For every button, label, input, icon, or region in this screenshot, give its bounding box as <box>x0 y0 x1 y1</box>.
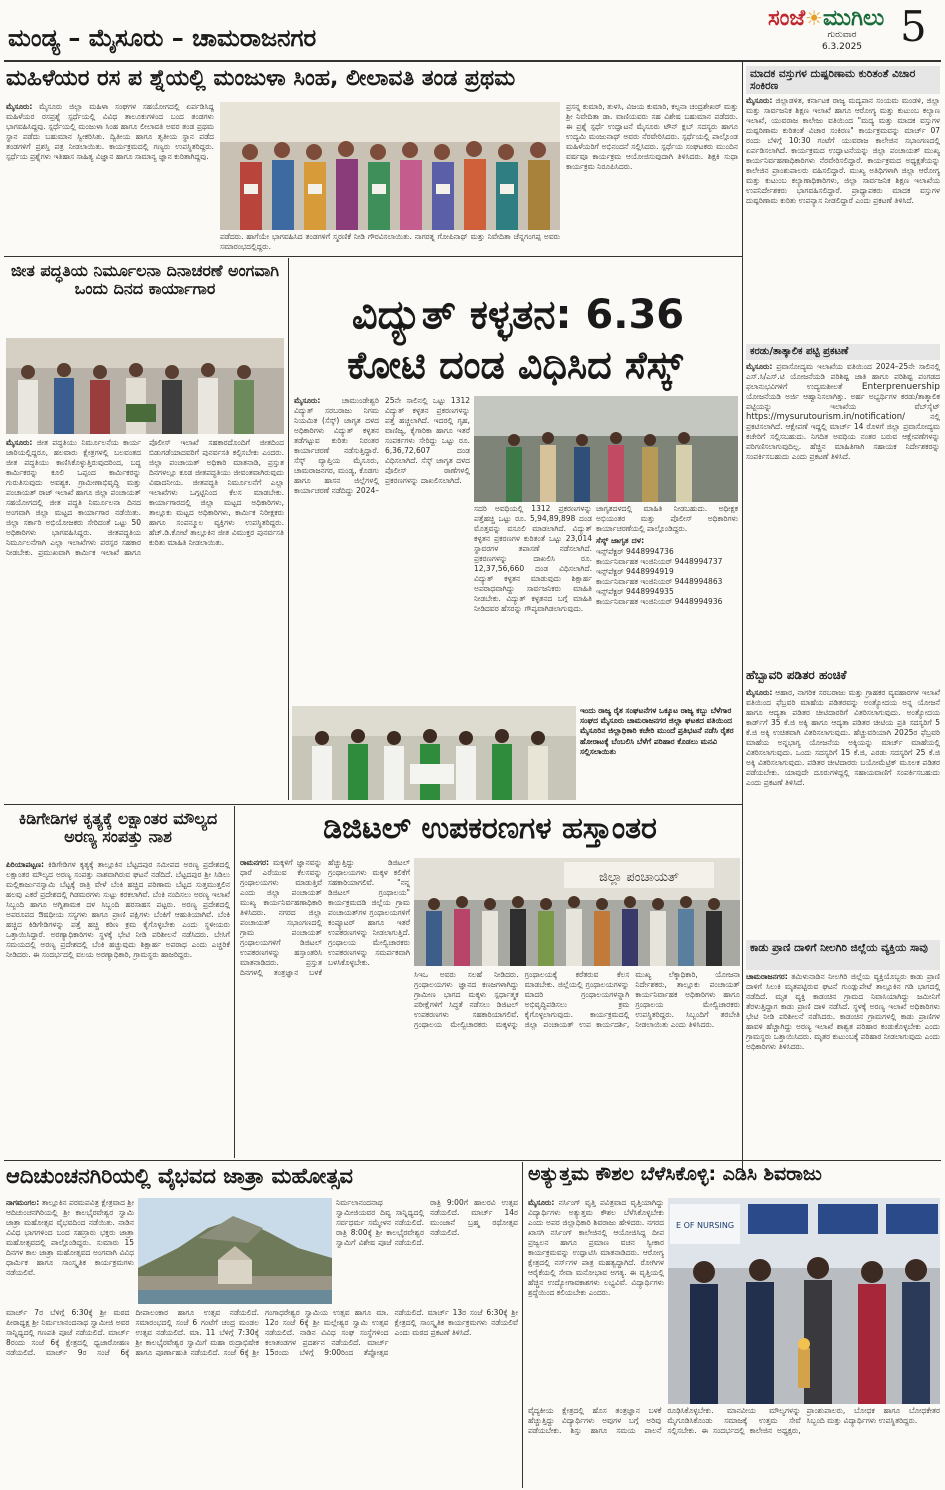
women-contest-headline: ಮಹಿಳೆಯರ ರಸ ಪ ಶ್ನೆಯಲ್ಲಿ ಮಂಜುಳಾ ಸಿಂಹ, ಲೀಲಾವತಿ ತಂಡ ಪ್ರಥಮ <box>6 66 516 91</box>
wild-animal-header <box>746 940 940 970</box>
karadu-url: https://mysurutourism.in/notification/ <box>746 412 905 422</box>
phone-3: 9448994919 <box>626 567 674 576</box>
women-contest-dateline: ಮೈಸೂರು: <box>6 102 33 111</box>
skills-headline: ಅತ್ಯುತ್ತಮ ಕೌಶಲ ಬೆಳೆಸಿಕೊಳ್ಳಿ: ಎಡಿಸಿ ಶಿವರಾಜು <box>528 1164 822 1185</box>
karadu-body: ಮೈಸೂರು: ಪ್ರವಾಸೋದ್ಯಮ ಇಲಾಖೆಯ ವತಿಯಿಂದ 2024–25ನೇ ಸಾಲಿನಲ್ಲಿ ಎಸ್.ಸಿ/ಎಸ್.ಟಿ ಯೋಜನೆಯಡಿ ಪರಿಶಿಷ್ಟ ಜಾತಿ ಹಾಗೂ ಪರಿಶಿಷ್ಟ ಪಂಗಡದ ಫಲಾನುಭವಿಗಳಿಗೆ ಉದ್ಯಮಶೀಲತೆ Enterprenuership ಯೋಜನೆಯಡಿ ಅರ್ಜಿ ಆಹ್ವಾನಿಸಲಾಗಿತ್ತು. ಅರ್ಹ ಅಭ್ಯರ್ಥಿಗಳ ಕರಡು/ತಾತ್ಕಾಲಿಕ ಪಟ್ಟಿಯನ್ನು ಇಲಾಖೆಯ ವೆಬ್‌ಸೈಟ್ https://mysurutourism.in/notification/ ನಲ್ಲಿ ಪ್ರಕಟಿಸಲಾಗಿದೆ. ಆಕ್ಷೇಪಣೆ ಇದ್ದಲ್ಲಿ ಮಾರ್ಚ್ 14 ರೊಳಗೆ ಜಿಲ್ಲಾ ಪ್ರವಾಸೋದ್ಯಮ ಕಚೇರಿಗೆ ಸಲ್ಲಿಸಬಹುದು. ನಿಗದಿತ ಅವಧಿಯ ನಂತರ ಬರುವ ಆಕ್ಷೇಪಣೆಗಳನ್ನು ಪರಿಗಣಿಸಲಾಗುವುದಿಲ್ಲ. ಹೆಚ್ಚಿನ ಮಾಹಿತಿಗಾಗಿ ಸಹಾಯಕ ನಿರ್ದೇಶಕರನ್ನು ಸಂಪರ್ಕಿಸಬಹುದು ಎಂದು ಪ್ರಕಟಣೆ ತಿಳಿಸಿದೆ. <box>746 362 940 461</box>
library-event-photo-graphic <box>414 858 740 966</box>
phone-4: 9448994863 <box>674 577 723 586</box>
brand-right: ಮುಗಿಲು <box>823 6 885 31</box>
forest-fire-body: ಪಿರಿಯಾಪಟ್ಟಣ: ಕಿಡಿಗೇಡಿಗಳ ಕೃತ್ಯಕ್ಕೆ ತಾಲ್ಲೂಕಿನ ಬೆಟ್ಟದಪುರ ಸಮೀಪದ ಅರಣ್ಯ ಪ್ರದೇಶದಲ್ಲಿ ಲಕ್ಷಾಂತರ ಮೌಲ್ಯದ ಅರಣ್ಯ ಸಂಪತ್ತು ನಾಶವಾಗಿರುವ ಘಟನೆ ನಡೆದಿದೆ. ಬೆಟ್ಟದಪುರ ಶ್ರೀ ಸಿಡಿಲು ಮಲ್ಲಿಕಾರ್ಜುನಸ್ವಾಮಿ ಬೆಟ್ಟಕ್ಕೆ ರಾತ್ರಿ ವೇಳೆ ಬೆಂಕಿ ಹಚ್ಚಿದ ಪರಿಣಾಮ ಬೆಟ್ಟದ ಸುತ್ತಮುತ್ತಲಿನ ಹಲವು ಎಕರೆ ಪ್ರದೇಶದಲ್ಲಿ ಗಿಡಮರಗಳು ಸುಟ್ಟು ಕರಕಲಾಗಿವೆ. ಬೆಂಕಿ ನಂದಿಸಲು ಅರಣ್ಯ ಇಲಾಖೆ ಸಿಬ್ಬಂದಿ ಹಾಗೂ ಅಗ್ನಿಶಾಮಕ ದಳ ಸಿಬ್ಬಂದಿ ಹರಸಾಹಸ ಪಟ್ಟರು. ಅರಣ್ಯ ಪ್ರದೇಶದಲ್ಲಿ ಅಪರೂಪದ ಔಷಧೀಯ ಸಸ್ಯಗಳು ಹಾಗೂ ಪ್ರಾಣಿ ಪಕ್ಷಿಗಳು ಬೆಂಕಿಗೆ ಆಹುತಿಯಾಗಿವೆ. ಬೆಂಕಿ ಹಚ್ಚಿದ ಕಿಡಿಗೇಡಿಗಳನ್ನು ಪತ್ತೆ ಹಚ್ಚಿ ಕಠಿಣ ಕ್ರಮ ಕೈಗೊಳ್ಳಬೇಕು ಎಂದು ಸ್ಥಳೀಯರು ಒತ್ತಾಯಿಸಿದ್ದಾರೆ. ಅರಣ್ಯಾಧಿಕಾರಿಗಳು ಸ್ಥಳಕ್ಕೆ ಭೇಟಿ ನೀಡಿ ಪರಿಶೀಲನೆ ನಡೆಸಿದರು. ಬೇಸಿಗೆ ಸಮಯದಲ್ಲಿ ಅರಣ್ಯ ಪ್ರದೇಶದಲ್ಲಿ ಬೆಂಕಿ ಹಚ್ಚುವುದು ಶಿಕ್ಷಾರ್ಹ ಅಪರಾಧ ಎಂದು ಎಚ್ಚರಿಕೆ ನೀಡಿದರು. ಈ ಸಂದರ್ಭದಲ್ಲಿ ವಲಯ ಅರಣ್ಯಾಧಿಕಾರಿ, ಗ್ರಾಮಸ್ಥರು ಹಾಜರಿದ್ದರು. <box>6 860 230 959</box>
masthead <box>0 0 945 62</box>
power-theft-contacts-title: ಸೆಸ್ಕ್ ಜಾಗೃತ ದಳ: <box>596 536 645 545</box>
page-number: 5 <box>900 2 927 51</box>
adichunchanagiri-headline: ಆದಿಚುಂಚನಗಿರಿಯಲ್ಲಿ ವೈಭವದ ಜಾತ್ರಾ ಮಹೋತ್ಸವ <box>6 1164 353 1188</box>
adichunchanagiri-dateline: ನಾಗಮಂಗಲ: <box>6 1198 40 1207</box>
women-contest-photo <box>220 102 560 230</box>
skills-body-1: ಮೈಸೂರು: ನರ್ಸಿಂಗ್ ವೃತ್ತಿ ಪವಿತ್ರವಾದ ವೃತ್ತಿಯಾಗಿದ್ದು ವಿದ್ಯಾರ್ಥಿಗಳು ಅತ್ಯುತ್ತಮ ಕೌಶಲ ಬೆಳೆಸಿಕೊಳ್ಳಬೇಕು ಎಂದು ಅಪರ ಜಿಲ್ಲಾಧಿಕಾರಿ ಶಿವರಾಜು ಹೇಳಿದರು. ನಗರದ ಖಾಸಗಿ ನರ್ಸಿಂಗ್ ಕಾಲೇಜಿನಲ್ಲಿ ಆಯೋಜಿಸಿದ್ದ ದೀಪ ಪ್ರಜ್ವಲನ ಹಾಗೂ ಪ್ರಮಾಣ ವಚನ ಸ್ವೀಕಾರ ಕಾರ್ಯಕ್ರಮವನ್ನು ಉದ್ಘಾಟಿಸಿ ಮಾತನಾಡಿದರು. ಆರೋಗ್ಯ ಕ್ಷೇತ್ರದಲ್ಲಿ ನರ್ಸ್‌ಗಳ ಪಾತ್ರ ಮಹತ್ವದ್ದಾಗಿದೆ. ರೋಗಿಗಳ ಆರೈಕೆಯಲ್ಲಿ ಸೇವಾ ಮನೋಭಾವ ಅಗತ್ಯ. ಈ ವೃತ್ತಿಯಲ್ಲಿ ಹೆಚ್ಚಿನ ಉದ್ಯೋಗಾವಕಾಶಗಳು ಲಭ್ಯವಿವೆ. ವಿದ್ಯಾರ್ಥಿಗಳು ಶ್ರದ್ಧೆಯಿಂದ ಕಲಿಯಬೇಕು ಎಂದರು. <box>528 1198 664 1297</box>
drug-awareness-headline: ಮಾದಕ ವಸ್ತುಗಳ ದುಷ್ಪರಿಣಾಮ ಕುರಿತಂತೆ ವಿಚಾರ ಸಂಕಿರಣ <box>750 68 916 93</box>
phone-5: 9448994935 <box>626 587 674 596</box>
bonded-labour-body: ಮೈಸೂರು: ಜೀತ ಪದ್ಧತಿಯು ನಿರ್ಮೂಲನೆಯ ಕಾರ್ಯ ಜಾರಿಯಲ್ಲಿದ್ದರೂ, ಹಲವಾರು ಕ್ಷೇತ್ರಗಳಲ್ಲಿ ಬಲವಂತದ ಜೀತ ಪದ್ಧತಿಯು ಕಾಣಿಸಿಕೊಳ್ಳುತ್ತಿರುವುದರಿಂದ, ಬದ್ಧ ಕಾರ್ಮಿಕರನ್ನು ಕೂಲಿ ಒಪ್ಪಂದ ಕಾರ್ಮಿಕರನ್ನು ಗುರುತಿಸುವುದು ಅವಶ್ಯಕ. ಗ್ರಾಮೀಣಾಭಿವೃದ್ಧಿ ಮತ್ತು ಪಂಚಾಯತ್ ರಾಜ್ ಇಲಾಖೆ ಹಾಗೂ ಜಿಲ್ಲಾ ಪಂಚಾಯತ್ ಸಹಯೋಗದಲ್ಲಿ ಜೀತ ಪದ್ಧತಿ ನಿರ್ಮೂಲನಾ ದಿನದ ಅಂಗವಾಗಿ ಜಿಲ್ಲಾ ಮಟ್ಟದ ಕಾರ್ಯಾಗಾರ ನಡೆಯಿತು. ಜಿಲ್ಲಾ ಸರ್ಕಾರಿ ಅಭಿಯೋಜಕರು ಸೇರಿದಂತೆ ಒಟ್ಟು 50 ಅಧಿಕಾರಿಗಳು ಭಾಗವಹಿಸಿದ್ದರು. ಜೀತಪದ್ಧತಿಯ ನಿರ್ಮೂಲನೆಗಾಗಿ ಎಲ್ಲಾ ಇಲಾಖೆಗಳು ಪರಸ್ಪರ ಸಹಕಾರ ನೀಡಬೇಕು. ಪ್ರಮುಖವಾಗಿ ಕಾರ್ಮಿಕ ಇಲಾಖೆ ಹಾಗೂ ಪೊಲೀಸ್ ಇಲಾಖೆ ಸಹಕಾರದೊಂದಿಗೆ ಜೀತದಿಂದ ಬಿಡುಗಡೆಯಾದವರಿಗೆ ಪುನರ್ವಸತಿ ಕಲ್ಪಿಸಬೇಕು ಎಂದರು. ಜಿಲ್ಲಾ ಪಂಚಾಯತ್ ಅಧಿಕಾರಿ ಮಾತನಾಡಿ, ಪ್ರಸ್ತುತ ದಿನಗಳಲ್ಲೂ ಕೂಡ ಜೀತಪದ್ಧತಿಯು ಜೀವಂತವಾಗಿರುವುದು ವಿಷಾದನೀಯ. ಜೀತಪದ್ಧತಿ ನಿರ್ಮೂಲನೆಗೆ ಎಲ್ಲಾ ಇಲಾಖೆಗಳು ಒಗ್ಗಟ್ಟಿನಿಂದ ಕೆಲಸ ಮಾಡಬೇಕು. ಕಾರ್ಯಾಗಾರದಲ್ಲಿ ಜಿಲ್ಲಾ ಮಟ್ಟದ ಅಧಿಕಾರಿಗಳು, ತಾಲ್ಲೂಕು ಮಟ್ಟದ ಅಧಿಕಾರಿಗಳು, ಕಾರ್ಮಿಕ ನಿರೀಕ್ಷಕರು ಹಾಗೂ ಸಂಪನ್ಮೂಲ ವ್ಯಕ್ತಿಗಳು ಉಪಸ್ಥಿತರಿದ್ದರು. ಹೆಚ್.ಡಿ.ಕೋಟೆ ತಾಲ್ಲೂಕಿನ ಜೀತ ವಿಮುಕ್ತರ ಪುನರ್ವಸತಿ ಕುರಿತು ಮಾಹಿತಿ ನೀಡಲಾಯಿತು. <box>6 438 284 557</box>
phone-6: 9448994936 <box>674 597 723 606</box>
phone-1: 9448994736 <box>626 547 674 556</box>
power-theft-photo <box>474 396 738 502</box>
sun-icon: ☀ <box>805 6 824 30</box>
bird-count-headline: ಹೆಬ್ಬಾವರಿ ಪಡಿತರ ಹಂಚಿಕೆ <box>746 668 847 682</box>
digital-devices-headline: ಡಿಜಿಟಲ್ ಉಪಕರಣಗಳ ಹಸ್ತಾಂತರ <box>323 811 657 846</box>
wild-animal-body: ಚಾಮರಾಜನಗರ: ತಮಿಳುನಾಡಿನ ನೀಲಗಿರಿ ಜಿಲ್ಲೆಯ ವ್ಯಕ್ತಿಯೊಬ್ಬರು ಕಾಡು ಪ್ರಾಣಿ ದಾಳಿಗೆ ಸಿಲುಕಿ ಮೃತಪಟ್ಟಿರುವ ಘಟನೆ ಗುಂಡ್ಲುಪೇಟೆ ತಾಲ್ಲೂಕಿನ ಗಡಿ ಭಾಗದಲ್ಲಿ ನಡೆದಿದೆ. ಮೃತ ವ್ಯಕ್ತಿ ಕಾಡಂಚಿನ ಗ್ರಾಮದ ನಿವಾಸಿಯಾಗಿದ್ದು ಜಮೀನಿಗೆ ತೆರಳುತ್ತಿದ್ದಾಗ ಕಾಡು ಪ್ರಾಣಿ ದಾಳಿ ನಡೆಸಿದೆ. ಸ್ಥಳಕ್ಕೆ ಅರಣ್ಯ ಇಲಾಖೆ ಅಧಿಕಾರಿಗಳು ಭೇಟಿ ನೀಡಿ ಪರಿಶೀಲನೆ ನಡೆಸಿದರು. ಕಾಡಂಚಿನ ಗ್ರಾಮಗಳಲ್ಲಿ ಕಾಡು ಪ್ರಾಣಿಗಳ ಹಾವಳಿ ಹೆಚ್ಚಾಗಿದ್ದು ಅರಣ್ಯ ಇಲಾಖೆ ಶಾಶ್ವತ ಪರಿಹಾರ ಕಂಡುಕೊಳ್ಳಬೇಕು ಎಂದು ಗ್ರಾಮಸ್ಥರು ಒತ್ತಾಯಿಸಿದರು. ಮೃತರ ಕುಟುಂಬಕ್ಕೆ ಪರಿಹಾರ ನೀಡಲಾಗುವುದು ಎಂದು ಅಧಿಕಾರಿಗಳು ತಿಳಿಸಿದರು. <box>746 972 940 1051</box>
drug-awareness-header <box>746 66 940 94</box>
wild-animal-headline: ಕಾಡು ಪ್ರಾಣಿ ದಾಳಿಗೆ ನೀಲಗಿರಿ ಜಿಲ್ಲೆಯ ವ್ಯಕ್ತಿಯ ಸಾವು <box>750 942 928 954</box>
power-theft-body-1: ಮೈಸೂರು: ಚಾಮುಂಡೇಶ್ವರಿ ವಿದ್ಯುತ್ ಸರಬರಾಜು ನಿಗಮ ನಿಯಮಿತ (ಸೆಸ್ಕ್) ಜಾಗೃತ ದಳದ ಅಧಿಕಾರಿಗಳು ವಿದ್ಯುತ್ ಕಳ್ಳತನ ತಡೆಗಟ್ಟುವ ಕುರಿತು ನಿರಂತರ ಕಾರ್ಯಾಚರಣೆ ನಡೆಸುತ್ತಿದ್ದಾರೆ. ಸೆಸ್ಕ್ ವ್ಯಾಪ್ತಿಯ ಮೈಸೂರು, ಚಾಮರಾಜನಗರ, ಮಂಡ್ಯ, ಕೊಡಗು ಹಾಗೂ ಹಾಸನ ಜಿಲ್ಲೆಗಳಲ್ಲಿ ಕಾರ್ಯಾಚರಣೆ ನಡೆದಿದ್ದು 2024–25ನೇ ಸಾಲಿನಲ್ಲಿ ಒಟ್ಟು 1312 ವಿದ್ಯುತ್ ಕಳ್ಳತನ ಪ್ರಕರಣಗಳನ್ನು ಪತ್ತೆ ಹಚ್ಚಲಾಗಿದೆ. ಇದರಲ್ಲಿ ಗೃಹ, ವಾಣಿಜ್ಯ, ಕೈಗಾರಿಕಾ ಹಾಗೂ ಇತರೆ ಸಂಪರ್ಕಗಳು ಸೇರಿದ್ದು ಒಟ್ಟು ರೂ. 6,36,72,607 ದಂಡ ವಿಧಿಸಲಾಗಿದೆ. ಸೆಸ್ಕ್ ಜಾಗೃತ ದಳದ ಪೊಲೀಸ್ ಠಾಣೆಗಳಲ್ಲಿ ಪ್ರಕರಣಗಳನ್ನು ದಾಖಲಿಸಲಾಗಿದೆ. <box>294 396 470 495</box>
adichunchanagiri-photo <box>138 1198 332 1304</box>
forest-fire-headline: ಕಿಡಿಗೇಡಿಗಳ ಕೃತ್ಯಕ್ಕೆ ಲಕ್ಷಾಂತರ ಮೌಲ್ಯದ ಅರಣ್ಯ ಸಂಪತ್ತು ನಾಶ <box>18 809 218 847</box>
farmers-protest-photo <box>292 706 576 800</box>
power-theft-body-2: ಸದರಿ ಅವಧಿಯಲ್ಲಿ 1312 ಪ್ರಕರಣಗಳನ್ನು ಪತ್ತೆಹಚ್ಚಿ ಒಟ್ಟು ರೂ. 5,94,89,898 ದಂಡ ಮೊತ್ತವನ್ನು ವಸೂಲಿ ಮಾಡಲಾಗಿದೆ. ವಿದ್ಯುತ್ ಕಳ್ಳತನ ಪ್ರಕರಣಗಳ ಕುರಿತಂತೆ ಒಟ್ಟು 23,014 ಸ್ಥಾವರಗಳ ತಪಾಸಣೆ ನಡೆಸಲಾಗಿದೆ. ಪ್ರಕರಣಗಳನ್ನು ದಾಖಲಿಸಿ ರೂ. 12,37,56,660 ದಂಡ ವಿಧಿಸಲಾಗಿದೆ. ವಿದ್ಯುತ್ ಕಳ್ಳತನ ಮಾಡುವುದು ಶಿಕ್ಷಾರ್ಹ ಅಪರಾಧವಾಗಿದ್ದು ಸಾರ್ವಜನಿಕರು ಮಾಹಿತಿ ನೀಡಬೇಕು. ವಿದ್ಯುತ್ ಕಳ್ಳತನದ ಬಗ್ಗೆ ಮಾಹಿತಿ ನೀಡಿದವರ ಹೆಸರನ್ನು ಗೌಪ್ಯವಾಗಿಡಲಾಗುವುದು. <box>474 504 592 613</box>
section-title: ಮಂಡ್ಯ – ಮೈಸೂರು – ಚಾಮರಾಜನಗರ <box>8 24 317 52</box>
karadu-dateline: ಮೈಸೂರು: <box>746 362 773 371</box>
brand-left: ಸಂಜೆ <box>768 6 806 31</box>
drug-awareness-dateline: ಮೈಸೂರು: <box>746 96 773 105</box>
brand-logo <box>768 6 898 32</box>
digital-devices-dateline: ರಾಮನಗರ: <box>240 858 269 867</box>
women-contest-photo-caption: ಪಡೆದರು. ಹಾಗೆಯೇ ಭಾಗವಹಿಸಿದ ತಂಡಗಳಿಗೆ ಸ್ಮರಣಿಕೆ ನೀಡಿ ಗೌರವಿಸಲಾಯಿತು. ನಾಗರತ್ನ ಗೋಪಿನಾಥ್ ಮತ್ತು ನಿವೇದಿತಾ ಚೆನ್ನಗಂಗಪ್ಪ ಅವರು ಸಮಾರಂಭದಲ್ಲಿದ್ದರು. <box>220 232 560 251</box>
women-contest-body-left: ಮೈಸೂರು: ಮೈಸೂರು ಜಿಲ್ಲಾ ಮಹಿಳಾ ಸಂಘಗಳ ಸಹಯೋಗದಲ್ಲಿ ಏರ್ಪಡಿಸಿದ್ದ ಮಹಿಳೆಯರ ರಸಪ್ರಶ್ನೆ ಸ್ಪರ್ಧೆಯಲ್ಲಿ ವಿವಿಧ ತಾಲೂಕುಗಳಿಂದ ಬಂದ ತಂಡಗಳು ಭಾಗವಹಿಸಿದ್ದವು. ಸ್ಪರ್ಧೆಯಲ್ಲಿ ಮಂಜುಳಾ ಸಿಂಹ ಹಾಗೂ ಲೀಲಾವತಿ ಅವರ ತಂಡ ಪ್ರಥಮ ಸ್ಥಾನ ಪಡೆದು ಬಹುಮಾನ ಸ್ವೀಕರಿಸಿತು. ದ್ವಿತೀಯ ಹಾಗೂ ತೃತೀಯ ಸ್ಥಾನ ಪಡೆದ ತಂಡಗಳಿಗೆ ಪ್ರಶಸ್ತಿ ಪತ್ರ ನೀಡಲಾಯಿತು. ಕಾರ್ಯಕ್ರಮದಲ್ಲಿ ಗಣ್ಯರು ಉಪಸ್ಥಿತರಿದ್ದರು. ಸ್ಪರ್ಧೆಯ ಪ್ರಶ್ನೆಗಳು ಇತಿಹಾಸ ಸಾಹಿತ್ಯ ವಿಜ್ಞಾನ ಹಾಗೂ ಸಾಮಾನ್ಯ ಜ್ಞಾನ ಕುರಿತಾಗಿದ್ದವು. <box>6 102 214 161</box>
bonded-labour-headline: ಜೀತ ಪದ್ಧತಿಯ ನಿರ್ಮೂಲನಾ ದಿನಾಚರಣೆ ಅಂಗವಾಗಿ ಒಂದು ದಿನದ ಕಾರ್ಯಾಗಾರ <box>10 261 280 299</box>
group-photo-graphic <box>220 102 560 230</box>
adichunchanagiri-body-3: ಮಾರ್ಚ್ 7ರ ಬೆಳಿಗ್ಗೆ 6:30ಕ್ಕೆ ಶ್ರೀ ಮಠದ ಪೀಠಾಧ್ಯಕ್ಷ ಶ್ರೀ ನಿರ್ಮಲಾನಂದನಾಥ ಸ್ವಾಮೀಜಿ ಅವರ ಸಾನ್ನಿಧ್ಯದಲ್ಲಿ ಗಣಪತಿ ಪೂಜೆ ನಡೆಯಲಿದೆ. ಮಾರ್ಚ್ 8ರಂದು ಸಂಜೆ 6ಕ್ಕೆ ಕ್ಷೇತ್ರದಲ್ಲಿ ಧ್ವಜಾರೋಹಣ ನಡೆಯಲಿದೆ. ಮಾರ್ಚ್ 9ರ ಸಂಜೆ 6ಕ್ಕೆ ದೀಪಾಲಂಕಾರ ಹಾಗೂ ಉತ್ಸವ ನಡೆಯಲಿದೆ. ಸಮಾರಂಭದಲ್ಲಿ ಸಂಜೆ 6 ಗಂಟೆಗೆ ಚಂದ್ರ ಮಂಡಲ ಉತ್ಸವ ನಡೆಯಲಿದೆ. ಮಾ. 11 ಬೆಳಿಗ್ಗೆ 7:30ಕ್ಕೆ ಶ್ರೀ ಕಾಲಭೈರವೇಶ್ವರ ಸ್ವಾಮಿಗೆ ಮಹಾ ರುದ್ರಾಭಿಷೇಕ ಹಾಗೂ ಪೂರ್ಣಾಹುತಿ ನಡೆಯಲಿದೆ. ಸಂಜೆ 6ಕ್ಕೆ ಶ್ರೀ ಗಂಗಾಧರೇಶ್ವರ ಸ್ವಾಮಿಯ ಉತ್ಸವ ಹಾಗೂ ಮಾ. 12ರ ಸಂಜೆ 6ಕ್ಕೆ ಶ್ರೀ ಮಲ್ಲೇಶ್ವರ ಸ್ವಾಮಿ ಉತ್ಸವ ನಡೆಯಲಿದೆ. ನಾಡಿನ ವಿವಿಧ ಸಂಘ ಸಂಸ್ಥೆಗಳಿಂದ ಕಲಾತಂಡಗಳ ಪ್ರದರ್ಶನ ನಡೆಯಲಿದೆ. ಮಾರ್ಚ್ 15ರಂದು ಬೆಳಿಗ್ಗೆ 9:00ರಿಂದ ತೆಪ್ಪೋತ್ಸವ ನಡೆಯಲಿದೆ. ಮಾರ್ಚ್ 13ರ ಸಂಜೆ 6:30ಕ್ಕೆ ಶ್ರೀ ಕ್ಷೇತ್ರದಲ್ಲಿ ಸಾಂಸ್ಕೃತಿಕ ಕಾರ್ಯಕ್ರಮಗಳು ನಡೆಯಲಿವೆ ಎಂದು ಮಠದ ಪ್ರಕಟಣೆ ತಿಳಿಸಿದೆ. <box>6 1308 518 1357</box>
power-theft-dateline: ಮೈಸೂರು: <box>294 396 321 405</box>
digital-devices-body-1: ರಾಮನಗರ: ಮಕ್ಕಳಿಗೆ ಜ್ಞಾನವನ್ನು ಧಾರೆ ಎರೆಯುವ ಕೆಲಸವನ್ನು ಗ್ರಂಥಾಲಯಗಳು ಮಾಡುತ್ತಿವೆ ಎಂದು ಜಿಲ್ಲಾ ಪಂಚಾಯತ್ ಮುಖ್ಯ ಕಾರ್ಯನಿರ್ವಹಣಾಧಿಕಾರಿ ತಿಳಿಸಿದರು. ನಗರದ ಜಿಲ್ಲಾ ಪಂಚಾಯತ್ ಸಭಾಂಗಣದಲ್ಲಿ ಗ್ರಾಮ ಪಂಚಾಯತ್ ಗ್ರಂಥಾಲಯಗಳಿಗೆ ಡಿಜಿಟಲ್ ಉಪಕರಣಗಳನ್ನು ಹಸ್ತಾಂತರಿಸಿ ಮಾತನಾಡಿದರು. ಪ್ರಸ್ತುತ ದಿನಗಳಲ್ಲಿ ತಂತ್ರಜ್ಞಾನ ಬಳಕೆ ಹೆಚ್ಚುತ್ತಿದ್ದು ಡಿಜಿಟಲ್ ಗ್ರಂಥಾಲಯಗಳು ಮಕ್ಕಳ ಕಲಿಕೆಗೆ ಸಹಕಾರಿಯಾಗಲಿವೆ. "ನನ್ನ ಡಿಜಿಟಲ್ ಗ್ರಂಥಾಲಯ" ಕಾರ್ಯಕ್ರಮದಡಿ ಜಿಲ್ಲೆಯ ಗ್ರಾಮ ಪಂಚಾಯತ್‌ಗಳ ಗ್ರಂಥಾಲಯಗಳಿಗೆ ಕಂಪ್ಯೂಟರ್ ಹಾಗೂ ಇತರೆ ಉಪಕರಣಗಳನ್ನು ನೀಡಲಾಗುತ್ತಿದೆ. ಗ್ರಂಥಾಲಯ ಮೇಲ್ವಿಚಾರಕರು ಉಪಕರಣಗಳನ್ನು ಸಮರ್ಪಕವಾಗಿ ಬಳಸಿಕೊಳ್ಳಬೇಕು. <box>240 858 410 977</box>
issue-day: ಗುರುವಾರ <box>827 30 857 40</box>
skills-body-2: ವೈದ್ಯಕೀಯ ಕ್ಷೇತ್ರದಲ್ಲಿ ಹೊಸ ತಂತ್ರಜ್ಞಾನ ಬಳಕೆ ಹೆಚ್ಚುತ್ತಿದ್ದು ವಿದ್ಯಾರ್ಥಿಗಳು ಅವುಗಳ ಬಗ್ಗೆ ಅರಿವು ಪಡೆಯಬೇಕು. ಶಿಸ್ತು ಹಾಗೂ ಸಮಯ ಪಾಲನೆ ರೂಢಿಸಿಕೊಳ್ಳಬೇಕು. ಮಾನವೀಯ ಮೌಲ್ಯಗಳನ್ನು ಮೈಗೂಡಿಸಿಕೊಂಡು ಸಮಾಜಕ್ಕೆ ಉತ್ತಮ ಸೇವೆ ಸಲ್ಲಿಸಬೇಕು. ಈ ಸಂದರ್ಭದಲ್ಲಿ ಕಾಲೇಜಿನ ಅಧ್ಯಕ್ಷರು, ಪ್ರಾಂಶುಪಾಲರು, ಬೋಧಕ ಹಾಗೂ ಬೋಧಕೇತರ ಸಿಬ್ಬಂದಿ ಮತ್ತು ವಿದ್ಯಾರ್ಥಿಗಳು ಉಪಸ್ಥಿತರಿದ್ದರು. <box>528 1406 940 1435</box>
bonded-labour-photo <box>6 338 284 434</box>
college-banner-text: E OF NURSING <box>675 1221 735 1230</box>
farmers-protest-caption: ಇಂದು ರಾಜ್ಯ ರೈತ ಸಂಘಟನೆಗಳ ಒಕ್ಕೂಟ ರಾಜ್ಯ ಕಬ್ಬು ಬೆಳೆಗಾರ ಸಂಘದ ಮೈಸೂರು ಚಾಮರಾಜನಗರ ಜಿಲ್ಲಾ ಘಟಕದ ವತಿಯಿಂದ ಮೈಸೂರಿನ ಜಿಲ್ಲಾಧಿಕಾರಿ ಕಚೇರಿ ಮುಂದೆ ಪ್ರತಿಭಟನೆ ನಡೆಸಿ ರೈತರ ಹೋರಾಟಕ್ಕೆ ಬೆಂಬಲಿಸಿ ಬೆಳೆಗೆ ಪರಿಹಾರ ಕೊಡಲು ಮನವಿ ಸಲ್ಲಿಸಲಾಯಿತು <box>580 706 734 756</box>
phone-2: 9448994737 <box>674 557 723 566</box>
bird-count-body: ಮೈಸೂರು: ಆಹಾರ, ನಾಗರಿಕ ಸರಬರಾಜು ಮತ್ತು ಗ್ರಾಹಕರ ವ್ಯವಹಾರಗಳ ಇಲಾಖೆ ವತಿಯಿಂದ ಫೆಬ್ರವರಿ ಮಾಹೆಯ ಪಡಿತರವನ್ನು ಅಂತ್ಯೋದಯ ಅನ್ನ ಯೋಜನೆ ಹಾಗೂ ಆದ್ಯತಾ ಪಡಿತರ ಚೀಟಿದಾರರಿಗೆ ವಿತರಿಸಲಾಗುವುದು. ಅಂತ್ಯೋದಯ ಕಾರ್ಡ್‌ಗೆ 35 ಕೆ.ಜಿ ಅಕ್ಕಿ ಹಾಗೂ ಆದ್ಯತಾ ಪಡಿತರ ಚೀಟಿಯ ಪ್ರತಿ ಸದಸ್ಯರಿಗೆ 5 ಕೆ.ಜಿ ಅಕ್ಕಿ ಉಚಿತವಾಗಿ ವಿತರಿಸಲಾಗುವುದು. ಹೆಚ್ಚುವರಿಯಾಗಿ 2025ರ ಫೆಬ್ರವರಿ ಮಾಹೆಯ ಅನ್ನಭಾಗ್ಯ ಯೋಜನೆಯ ಅಕ್ಕಿಯನ್ನು ಮಾರ್ಚ್ ಮಾಹೆಯಲ್ಲಿ ವಿತರಿಸಲಾಗುವುದು. ಒಂದು ಸದಸ್ಯರಿಗೆ 15 ಕೆ.ಜಿ, ಎರಡು ಸದಸ್ಯರಿಗೆ 25 ಕೆ.ಜಿ ಅಕ್ಕಿ ವಿತರಿಸಲಾಗುವುದು. ಪಡಿತರ ಚೀಟಿದಾರರು ಬಯೋಮೆಟ್ರಿಕ್ ಮೂಲಕ ಪಡಿತರ ಪಡೆಯಬೇಕು. ಯಾವುದೇ ದೂರುಗಳಿದ್ದಲ್ಲಿ ಸಹಾಯವಾಣಿಗೆ ಸಂಪರ್ಕಿಸಬಹುದು ಎಂದು ಪ್ರಕಟಣೆ ತಿಳಿಸಿದೆ. <box>746 688 940 787</box>
forest-fire-dateline: ಪಿರಿಯಾಪಟ್ಟಣ: <box>6 860 45 869</box>
cesc-team-photo-graphic <box>474 396 738 502</box>
nursing-event-photo-graphic <box>668 1198 940 1404</box>
skills-photo <box>668 1198 940 1404</box>
karadu-highlight: Enterprenuership <box>861 382 940 392</box>
skills-dateline: ಮೈಸೂರು: <box>528 1198 555 1207</box>
adichunchanagiri-body-2: ನಿರ್ಮಲಾನಂದನಾಥ ಸ್ವಾಮೀಜಿಯವರ ದಿವ್ಯ ಸಾನ್ನಿಧ್ಯದಲ್ಲಿ ಸರ್ವಧರ್ಮ ಸಮ್ಮೇಳನ ನಡೆಯಲಿದೆ. ರಾತ್ರಿ 8:00ಕ್ಕೆ ಶ್ರೀ ಕಾಲಭೈರವೇಶ್ವರ ಸ್ವಾಮಿಗೆ ವಿಶೇಷ ಪೂಜೆ ನಡೆಯಲಿದೆ. ರಾತ್ರಿ 9:00ಗೆ ಹಾಲರವಿ ಉತ್ಸವ ನಡೆಯಲಿದೆ. ಮಾರ್ಚ್ 14ರ ಮುಂಜಾನೆ ಬ್ರಹ್ಮ ರಥೋತ್ಸವ ನಡೆಯಲಿದೆ. <box>336 1198 518 1247</box>
digital-devices-photo <box>414 858 740 966</box>
power-theft-headline-2: ಕೋಟಿ ದಂಡ ವಿಧಿಸಿದ ಸೆಸ್ಕ್ <box>347 343 683 387</box>
digital-devices-body-2: ಸಿಇಒ ಅವರು ಸಲಹೆ ನೀಡಿದರು. ಗ್ರಂಥಾಲಯಗಳು ಜ್ಞಾನದ ಕಣಜಗಳಾಗಿದ್ದು ಗ್ರಾಮೀಣ ಭಾಗದ ಮಕ್ಕಳು ಸ್ಪರ್ಧಾತ್ಮಕ ಪರೀಕ್ಷೆಗಳಿಗೆ ಸಿದ್ಧತೆ ನಡೆಸಲು ಡಿಜಿಟಲ್ ಉಪಕರಣಗಳು ಸಹಕಾರಿಯಾಗಲಿವೆ. ಗ್ರಂಥಾಲಯ ಮೇಲ್ವಿಚಾರಕರು ಮಕ್ಕಳನ್ನು ಗ್ರಂಥಾಲಯಕ್ಕೆ ಕರೆತರುವ ಕೆಲಸ ಮಾಡಬೇಕು. ಜಿಲ್ಲೆಯಲ್ಲಿ ಗ್ರಂಥಾಲಯಗಳನ್ನು ಮಾದರಿ ಗ್ರಂಥಾಲಯಗಳನ್ನಾಗಿ ಅಭಿವೃದ್ಧಿಪಡಿಸಲು ಕ್ರಮ ಕೈಗೊಳ್ಳಲಾಗುವುದು. ಕಾರ್ಯಕ್ರಮದಲ್ಲಿ ಜಿಲ್ಲಾ ಪಂಚಾಯತ್ ಉಪ ಕಾರ್ಯದರ್ಶಿ, ಮುಖ್ಯ ಲೆಕ್ಕಾಧಿಕಾರಿ, ಯೋಜನಾ ನಿರ್ದೇಶಕರು, ತಾಲ್ಲೂಕು ಪಂಚಾಯತ್ ಕಾರ್ಯನಿರ್ವಾಹಕ ಅಧಿಕಾರಿಗಳು ಹಾಗೂ ಗ್ರಂಥಾಲಯ ಮೇಲ್ವಿಚಾರಕರು ಉಪಸ್ಥಿತರಿದ್ದರು. ಸಿಬ್ಬಂದಿಗೆ ತರಬೇತಿ ನೀಡಲಾಯಿತು ಎಂದು ತಿಳಿಸಿದರು. <box>414 970 740 1029</box>
wild-animal-dateline: ಚಾಮರಾಜನಗರ: <box>746 972 788 981</box>
drug-awareness-body: ಮೈಸೂರು: ಜಿಲ್ಲಾಡಳಿತ, ಕರ್ನಾಟಕ ರಾಜ್ಯ ಮದ್ಯಪಾನ ಸಂಯಮ ಮಂಡಳಿ, ಜಿಲ್ಲಾ ಮತ್ತು ಸಾರ್ವಜನಿಕ ಶಿಕ್ಷಣ ಇಲಾಖೆ ಹಾಗೂ ಆರೋಗ್ಯ ಮತ್ತು ಕುಟುಂಬ ಕಲ್ಯಾಣ ಇಲಾಖೆ, ಯುವರಾಜ ಕಾಲೇಜು ವತಿಯಿಂದ "ಮದ್ಯ ಮತ್ತು ಮಾದಕ ವಸ್ತುಗಳ ದುಷ್ಪರಿಣಾಮ ಕುರಿತಂತೆ ವಿಚಾರ ಸಂಕಿರಣ" ಕಾರ್ಯಕ್ರಮವನ್ನು ಮಾರ್ಚ್ 07 ರಂದು ಬೆಳಿಗ್ಗೆ 10:30 ಗಂಟೆಗೆ ಯುವರಾಜ ಕಾಲೇಜಿನ ಸಭಾಂಗಣದಲ್ಲಿ ಏರ್ಪಡಿಸಲಾಗಿದೆ. ಕಾರ್ಯಕ್ರಮದ ಉದ್ಘಾಟನೆಯನ್ನು ಜಿಲ್ಲಾ ಪಂಚಾಯತ್ ಮುಖ್ಯ ಕಾರ್ಯನಿರ್ವಹಣಾಧಿಕಾರಿಗಳು ನೆರವೇರಿಸಲಿದ್ದಾರೆ. ಕಾರ್ಯಕ್ರಮದ ಅಧ್ಯಕ್ಷತೆಯನ್ನು ಕಾಲೇಜಿನ ಪ್ರಾಂಶುಪಾಲರು ವಹಿಸಲಿದ್ದಾರೆ. ಮುಖ್ಯ ಅತಿಥಿಗಳಾಗಿ ಜಿಲ್ಲಾ ಆರೋಗ್ಯ ಮತ್ತು ಕುಟುಂಬ ಕಲ್ಯಾಣಾಧಿಕಾರಿಗಳು, ಜಿಲ್ಲಾ ಸಾರ್ವಜನಿಕ ಶಿಕ್ಷಣ ಇಲಾಖೆಯ ಉಪನಿರ್ದೇಶಕರು ಭಾಗವಹಿಸಲಿದ್ದಾರೆ. ಪ್ರಾಧ್ಯಾಪಕರು ಮಾದಕ ವಸ್ತುಗಳ ದುಷ್ಪರಿಣಾಮ ಕುರಿತು ಉಪನ್ಯಾಸ ನೀಡಲಿದ್ದಾರೆ ಎಂದು ಪ್ರಕಟಣೆ ತಿಳಿಸಿದೆ. <box>746 96 940 205</box>
temple-hill-photo-graphic <box>138 1198 332 1304</box>
women-contest-body-right: ಪ್ರಸನ್ನ ಕುಮಾರಿ, ತುಳಸಿ, ವಿಜಯ ಕುಮಾರಿ, ಕಲ್ಪನಾ ಚಂದ್ರಶೇಖರ್ ಮತ್ತು ಶ್ರೀ ನಿವೇದಿತಾ ಡಾ. ವಾಣಿಯವರು ಸಹ ವಿಶೇಷ ಬಹುಮಾನ ಪಡೆದರು. ಈ ಪ್ರಶ್ನೆ ಸ್ಪರ್ಧೆ ಉದ್ಘಾಟನೆ ಮೈಸೂರು ಟೌನ್ ಕ್ಲಬ್ ಸದಸ್ಯರು ಹಾಗೂ ಉದ್ಯಮಿ ಮಂಜುನಾಥ್ ಅವರು ನೆರವೇರಿಸಿದರು. ಸ್ಪರ್ಧೆಯಲ್ಲಿ ಪಾಲ್ಗೊಂಡ ಮಹಿಳೆಯರಿಗೆ ಅಭಿನಂದನೆ ಸಲ್ಲಿಸಿದರು. ಸ್ಪರ್ಧೆಯ ಸಂಘಟಕರು ಮುಂದಿನ ವರ್ಷವೂ ಕಾರ್ಯಕ್ರಮ ಆಯೋಜಿಸುವುದಾಗಿ ತಿಳಿಸಿದರು. ಶಿಕ್ಷಕಿ ಸುಧಾ ಕಾರ್ಯಕ್ರಮ ನಿರೂಪಿಸಿದರು. <box>566 102 738 171</box>
banner-text: ಜಿಲ್ಲಾ ಪಂಚಾಯತ್ <box>598 870 680 885</box>
karadu-header <box>746 344 940 360</box>
protest-photo-graphic <box>292 706 576 800</box>
karadu-headline: ಕರಡು/ತಾತ್ಕಾಲಿಕ ಪಟ್ಟಿ ಪ್ರಕಟಣೆ <box>750 346 849 357</box>
bird-count-dateline: ಮೈಸೂರು: <box>746 688 773 697</box>
issue-date: 6.3.2025 <box>821 42 863 52</box>
bonded-labour-dateline: ಮೈಸೂರು: <box>6 438 33 447</box>
adichunchanagiri-body-1: ನಾಗಮಂಗಲ: ತಾಲ್ಲೂಕಿನ ಪರಮಪವಿತ್ರ ಕ್ಷೇತ್ರವಾದ ಶ್ರೀ ಆದಿಚುಂಚನಗಿರಿಯಲ್ಲಿ ಶ್ರೀ ಕಾಲಭೈರವೇಶ್ವರ ಸ್ವಾಮಿ ಜಾತ್ರಾ ಮಹೋತ್ಸವ ವೈಭವದಿಂದ ನಡೆಯಿತು. ನಾಡಿನ ವಿವಿಧ ಭಾಗಗಳಿಂದ ಬಂದ ಸಹಸ್ರಾರು ಭಕ್ತರು ಜಾತ್ರಾ ಮಹೋತ್ಸವದಲ್ಲಿ ಪಾಲ್ಗೊಂಡಿದ್ದರು. ಸುಮಾರು 15 ದಿನಗಳ ಕಾಲ ಜಾತ್ರಾ ಮಹೋತ್ಸವದ ಅಂಗವಾಗಿ ವಿವಿಧ ಧಾರ್ಮಿಕ ಹಾಗೂ ಸಾಂಸ್ಕೃತಿಕ ಕಾರ್ಯಕ್ರಮಗಳು ನಡೆಯಲಿವೆ. <box>6 1198 134 1277</box>
workshop-photo-graphic <box>6 338 284 434</box>
power-theft-contacts: ಜಾಗೃತದಳದಲ್ಲಿ ಮಾಹಿತಿ ನೀಡಬಹುದು. ಅಧೀಕ್ಷಕ ಅಭಿಯಂತರ ಮತ್ತು ಪೊಲೀಸ್ ಅಧಿಕಾರಿಗಳು ಕಾರ್ಯಾಚರಣೆಯಲ್ಲಿ ಪಾಲ್ಗೊಂಡಿದ್ದರು. ಸೆಸ್ಕ್ ಜಾಗೃತ ದಳ: ಇನ್ಸ್‌ಪೆಕ್ಟರ್ 9448994736 ಕಾರ್ಯನಿರ್ವಾಹಕ ಇಂಜಿನಿಯರ್ 9448994737 ಇನ್ಸ್‌ಪೆಕ್ಟರ್ 9448994919 ಕಾರ್ಯನಿರ್ವಾಹಕ ಇಂಜಿನಿಯರ್ 9448994863 ಇನ್ಸ್‌ಪೆಕ್ಟರ್ 9448994935 ಕಾರ್ಯನಿರ್ವಾಹಕ ಇಂಜಿನಿಯರ್ 9448994936 <box>596 504 738 606</box>
power-theft-headline-1: ವಿದ್ಯುತ್ ಕಳ್ಳತನ: 6.36 <box>351 292 685 338</box>
